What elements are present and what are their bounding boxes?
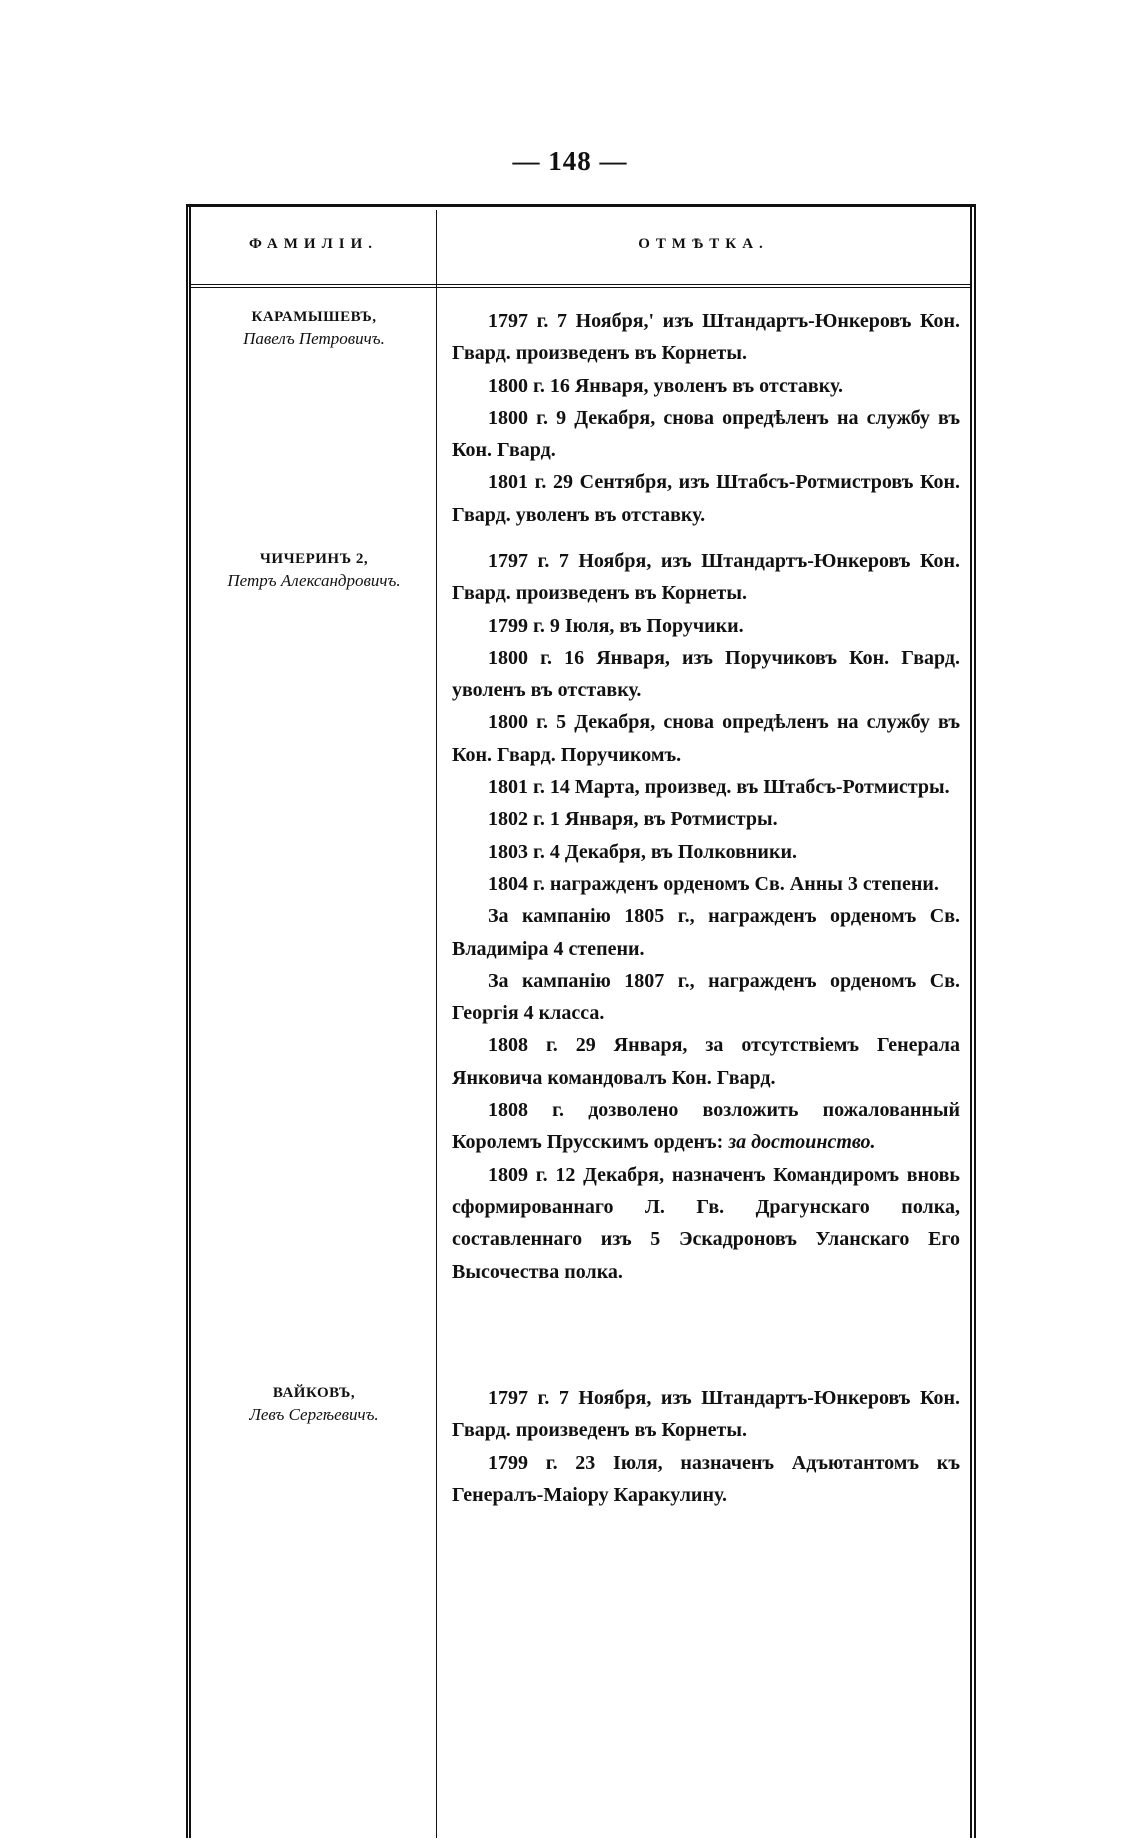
table-frame-left — [186, 204, 191, 1838]
note-paragraph: 1801 г. 29 Сентября, изъ Штабсъ-Ротмистровъ Кон. Гвард. уволенъ въ отставку. — [452, 471, 960, 526]
note-paragraph: 1802 г. 1 Января, въ Ротмистры. — [488, 808, 778, 831]
note-paragraph-order — [452, 1094, 960, 1159]
column-header-notes: ОТМѢТКА. — [638, 236, 769, 252]
entry-given-name: Павелъ Петровичъ. — [243, 328, 385, 348]
column-header-names: ФАМИЛІИ. — [248, 236, 379, 252]
note-paragraph: 1797 г. 7 Ноября,' изъ Штандартъ-Юнкеровъ Кон. Гвард. произведенъ въ Корнеты. — [452, 310, 960, 365]
note-paragraph: 1800 г. 5 Декабря, снова опредѣленъ на службу въ Кон. Гвард. Поручикомъ. — [452, 711, 960, 766]
note-order-italic: за достоинство. — [728, 1131, 876, 1154]
entry-surname: КАРАМЫШЕВЪ, — [251, 309, 377, 325]
note-paragraph: 1801 г. 14 Марта, произвед. въ Штабсъ-Ротмистры. — [488, 776, 950, 799]
note-paragraph: 1800 г. 16 Января, уволенъ въ отставку. — [488, 374, 843, 397]
entry-notes-baykov — [452, 1382, 960, 1511]
entry-surname: ВАЙКОВЪ, — [272, 1385, 356, 1401]
entry-given-name: Левъ Сергѣевичъ. — [249, 1404, 379, 1424]
entry-name-karamyshev — [196, 308, 432, 350]
entry-given-name: Петръ Александровичъ. — [227, 570, 401, 590]
note-paragraph: 1800 г. 16 Января, изъ Поручиковъ Кон. Гвард. уволенъ въ отставку. — [452, 646, 960, 702]
column-divider — [436, 210, 437, 1838]
entry-name-baykov — [196, 1384, 432, 1426]
header-rule — [191, 284, 970, 288]
note-paragraph: 1803 г. 4 Декабря, въ Полковники. — [488, 840, 798, 863]
note-paragraph: 1797 г. 7 Ноября, изъ Штандартъ-Юнкеровъ Кон. Гвард. произведенъ въ Корнеты. — [452, 1387, 960, 1442]
note-paragraph: 1804 г. награжденъ орденомъ Св. Анны 3 степени. — [488, 872, 939, 895]
note-paragraph: 1799 г. 9 Іюля, въ Поручики. — [488, 614, 744, 637]
page-number: — 148 — — [512, 146, 628, 176]
note-paragraph: За кампанію 1805 г., награжденъ орденомъ Св. Владиміра 4 степени. — [452, 905, 960, 960]
note-order-text: 1808 г. дозволено возложить пожалованный Королемъ Прусскимъ орденъ: — [452, 1099, 960, 1154]
note-paragraph: 1808 г. 29 Января, за отсутствіемъ Генерала Янковича командовалъ Кон. Гвард. — [452, 1034, 960, 1089]
entry-notes-karamyshev — [452, 305, 960, 531]
table-frame-right — [970, 204, 976, 1838]
note-paragraph: 1809 г. 12 Декабря, назначенъ Командиромъ вновь сформированнаго Л. Гв. Драгунскаго полка, составленнаго изъ 5 Эскадроновъ Уланскаго Его Высочества полка. — [452, 1163, 960, 1283]
note-paragraph: 1800 г. 9 Декабря, снова опредѣленъ на службу въ Кон. Гвард. — [452, 406, 960, 462]
entry-notes-chicherin — [452, 545, 960, 1288]
note-paragraph: 1799 г. 23 Іюля, назначенъ Адъютантомъ къ Генералъ-Маіору Каракулину. — [452, 1451, 960, 1506]
entry-surname: ЧИЧЕРИНЪ 2, — [259, 551, 369, 567]
note-paragraph: 1797 г. 7 Ноября, изъ Штандартъ-Юнкеровъ Кон. Гвард. произведенъ въ Корнеты. — [452, 550, 960, 605]
entry-name-chicherin — [196, 550, 432, 592]
note-paragraph: За кампанію 1807 г., награжденъ орденомъ Св. Георгія 4 класса. — [452, 969, 960, 1025]
